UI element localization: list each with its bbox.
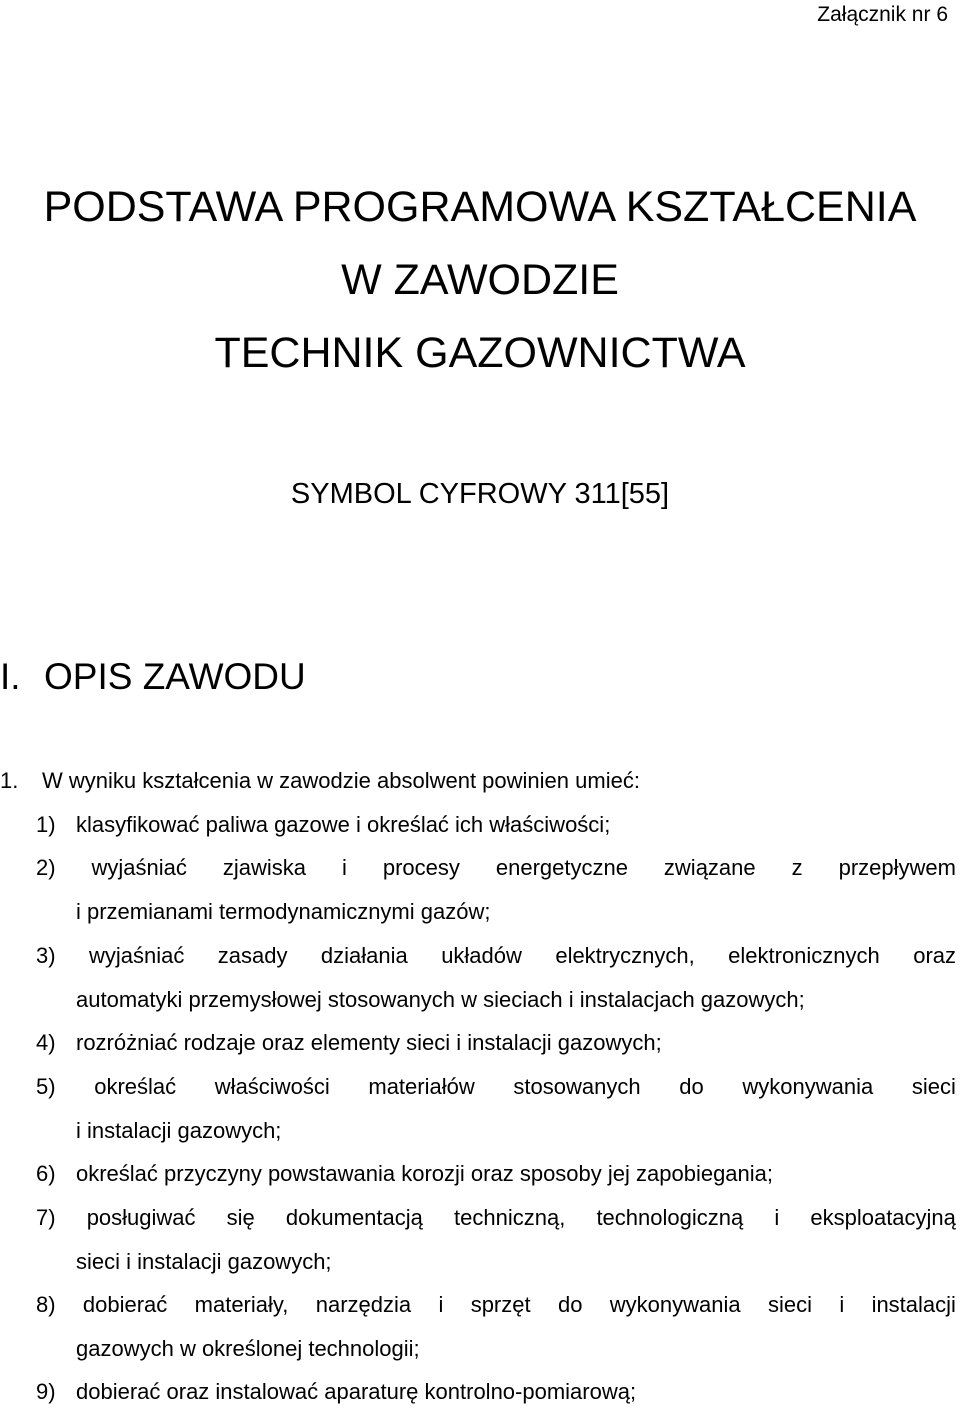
list-item — [36, 1290, 956, 1320]
list-item-word: związane — [663, 855, 756, 880]
list-item-word: oraz — [913, 943, 956, 968]
list-item-continuation: sieci i instalacji gazowych; — [76, 1249, 332, 1274]
section-heading — [0, 654, 306, 700]
list-item-word: materiały, — [194, 1292, 289, 1317]
list-item-number: 9) — [36, 1379, 56, 1404]
list-item-text: rozróżniać rodzaje oraz elementy sieci i instalacji gazowych; — [76, 1030, 662, 1055]
list-item-continuation: i przemianami termodynamicznymi gazów; — [76, 899, 491, 924]
list-item-word: sprzęt — [470, 1292, 531, 1317]
list-item-number: 1) — [36, 812, 56, 837]
title-line-2: W ZAWODZIE — [341, 256, 619, 304]
list-item-word: energetyczne — [495, 855, 628, 880]
list-item-number: 2) — [36, 855, 56, 880]
list-item — [36, 941, 956, 971]
annex-label: Załącznik nr 6 — [817, 3, 948, 26]
list-item-word: określać — [94, 1074, 177, 1099]
list-item-word: wyjaśniać — [91, 855, 187, 880]
list-item-word: właściwości — [214, 1074, 330, 1099]
list-item-word: narzędzia — [315, 1292, 412, 1317]
list-item-word: wykonywania — [609, 1292, 741, 1317]
list-item-word: instalacji — [871, 1292, 956, 1317]
intro-text: W wyniku kształcenia w zawodzie absolwent powinien umieć: — [42, 768, 640, 793]
list-item-word: wyjaśniać — [88, 943, 185, 968]
list-item — [36, 853, 956, 883]
list-item-word: i — [774, 1205, 780, 1230]
list-item — [36, 1159, 956, 1189]
list-item-word: z — [791, 855, 803, 880]
section-number: I. — [0, 656, 21, 697]
list-item-word: elektronicznych — [728, 943, 880, 968]
list-item-continuation: i instalacji gazowych; — [76, 1118, 282, 1143]
list-item-word: posługiwać — [86, 1205, 196, 1230]
title-line-1: PODSTAWA PROGRAMOWA KSZTAŁCENIA — [43, 183, 917, 231]
list-item-word: materiałów — [368, 1074, 475, 1099]
list-item-text: określać przyczyny powstawania korozji oraz sposoby jej zapobiegania; — [76, 1161, 774, 1186]
list-item-word: się — [226, 1205, 255, 1230]
list-item-word: i — [839, 1292, 845, 1317]
list-item-word: sieci — [911, 1074, 956, 1099]
list-item-word: eksploatacyjną — [810, 1205, 956, 1230]
list-item-word: dobierać — [82, 1292, 168, 1317]
list-item-word: technologiczną — [596, 1205, 744, 1230]
section-title: OPIS ZAWODU — [44, 656, 306, 697]
list-item-word: dokumentacją — [285, 1205, 423, 1230]
list-item-number: 6) — [36, 1161, 56, 1186]
list-item-number: 4) — [36, 1030, 56, 1055]
list-item-word: i — [438, 1292, 444, 1317]
list-item-word: zjawiska — [222, 855, 307, 880]
list-item-number: 8) — [36, 1292, 56, 1317]
list-item-word: do — [557, 1292, 583, 1317]
list-item-word: i — [341, 855, 347, 880]
list-item-word: do — [679, 1074, 704, 1099]
list-item-word: układów — [441, 943, 522, 968]
list-item-number: 7) — [36, 1205, 56, 1230]
list-item-word: techniczną, — [454, 1205, 566, 1230]
list-item-number: 5) — [36, 1074, 56, 1099]
list-item-text: dobierać oraz instalować aparaturę kontrolno-pomiarową; — [76, 1379, 637, 1404]
intro-number: 1. — [0, 768, 19, 793]
list-item-word: procesy — [382, 855, 460, 880]
intro-paragraph — [0, 766, 640, 796]
list-item-word: stosowanych — [513, 1074, 641, 1099]
list-item-text: klasyfikować paliwa gazowe i określać ich właściwości; — [76, 812, 611, 837]
list-item — [36, 1028, 956, 1058]
list-item-word: sieci — [767, 1292, 812, 1317]
list-item-number: 3) — [36, 943, 56, 968]
list-item-word: wykonywania — [742, 1074, 874, 1099]
list-item-word: elektrycznych, — [555, 943, 695, 968]
list-item — [36, 1377, 956, 1407]
list-item-word: zasady — [217, 943, 288, 968]
list-item-continuation: automatyki przemysłowej stosowanych w sieciach i instalacjach gazowych; — [76, 987, 805, 1012]
list-item-continuation: gazowych w określonej technologii; — [76, 1336, 420, 1361]
list-item — [36, 1072, 956, 1102]
list-item-word: działania — [320, 943, 408, 968]
list-item-word: przepływem — [838, 855, 956, 880]
list-item — [36, 1203, 956, 1233]
symbol-code: SYMBOL CYFROWY 311[55] — [290, 478, 670, 510]
title-line-3: TECHNIK GAZOWNICTWA — [214, 329, 746, 377]
list-item — [36, 810, 956, 840]
